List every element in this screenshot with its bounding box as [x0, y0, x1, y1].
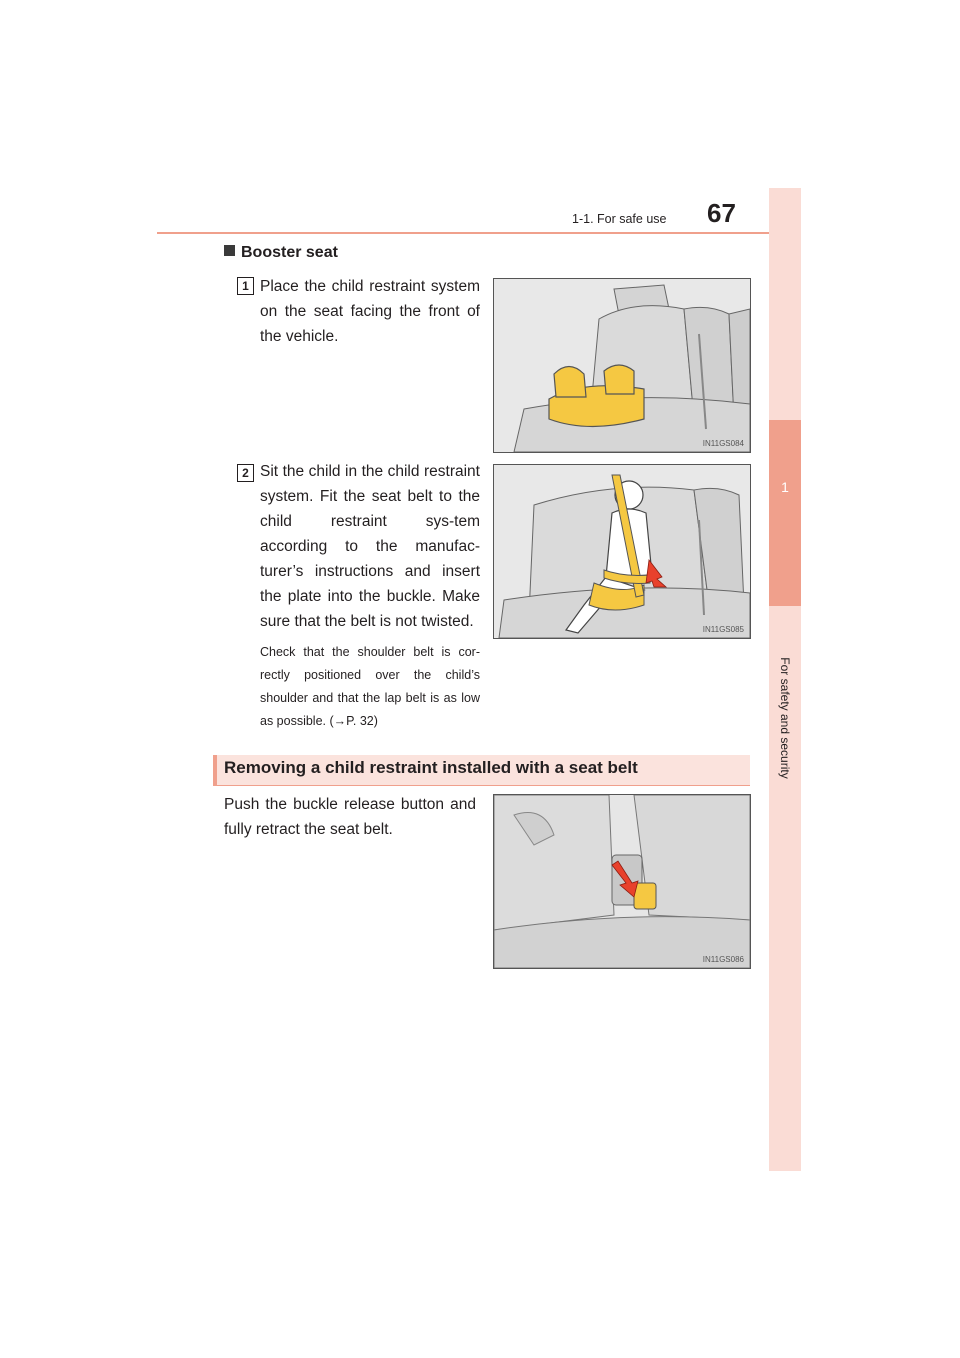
square-bullet-icon: [224, 245, 235, 256]
chapter-side-tab: [769, 188, 801, 1171]
removing-section-banner: [213, 755, 750, 786]
page-number: 67: [707, 198, 736, 228]
chapter-title: For safety and security: [778, 657, 792, 779]
banner-accent-bar: [213, 755, 217, 785]
chapter-box: [769, 420, 801, 606]
chapter-number: 1: [781, 479, 789, 495]
removing-section-title: Removing a child restraint installed with a seat belt: [224, 758, 638, 777]
booster-seat-heading: [224, 244, 338, 262]
step-1-badge: 1: [237, 277, 254, 295]
figure-code-2: IN11GS085: [702, 625, 744, 634]
figure-code-3: IN11GS086: [702, 955, 744, 964]
booster-seat-drawing: [494, 279, 750, 452]
booster-seat-placement-illustration: [493, 278, 751, 453]
step-2-text: Sit the child in the child restraint system. Fit the seat belt to the child restraint sys-tem according to the manufac-turer’s instructions and insert the plate into the buckle. Make sure that the belt is not twisted.: [260, 463, 480, 630]
buckle-release-illustration: [493, 794, 751, 969]
step-2-note: Check that the shoulder belt is cor-rectly positioned over the child’s shoulder and that the lap belt is as low as possible. (→P. 32): [260, 645, 480, 728]
child-seated-belt-illustration: [493, 464, 751, 639]
booster-seat-heading-text: Booster seat: [241, 244, 338, 261]
buckle-release-drawing: [494, 795, 750, 968]
step-2-badge: 2: [237, 464, 254, 482]
child-belt-drawing: [494, 465, 750, 638]
step-1-text: Place the child restraint system on the seat facing the front of the vehicle.: [260, 278, 480, 345]
figure-code-1: IN11GS084: [702, 439, 744, 448]
removing-text: Push the buckle release button and fully retract the seat belt.: [224, 796, 476, 838]
section-label: 1-1. For safe use: [572, 212, 667, 226]
header-rule: [157, 232, 801, 234]
